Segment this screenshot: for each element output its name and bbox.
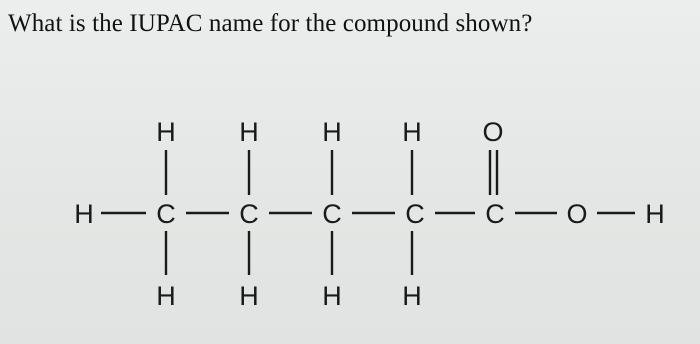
atom-h-top-4: H [402, 117, 422, 147]
atom-c4: C [405, 199, 425, 229]
atom-c5: C [485, 199, 505, 229]
atom-h-left: H [74, 199, 94, 229]
atom-h-bot-2: H [239, 281, 259, 311]
bonds [101, 150, 635, 275]
atom-h-bot-1: H [156, 281, 176, 311]
atom-h-acid: H [645, 199, 665, 229]
atom-c2: C [239, 199, 259, 229]
atom-h-top-3: H [322, 117, 342, 147]
atom-h-top-1: H [156, 117, 176, 147]
atom-h-bot-4: H [402, 281, 422, 311]
atom-c3: C [322, 199, 342, 229]
atom-h-bot-3: H [322, 281, 342, 311]
atom-o-double: O [482, 117, 504, 147]
atom-h-top-2: H [239, 117, 259, 147]
atom-o-single: O [566, 199, 588, 229]
question-text: What is the IUPAC name for the compound shown? [8, 10, 533, 37]
atom-c1: C [156, 199, 176, 229]
